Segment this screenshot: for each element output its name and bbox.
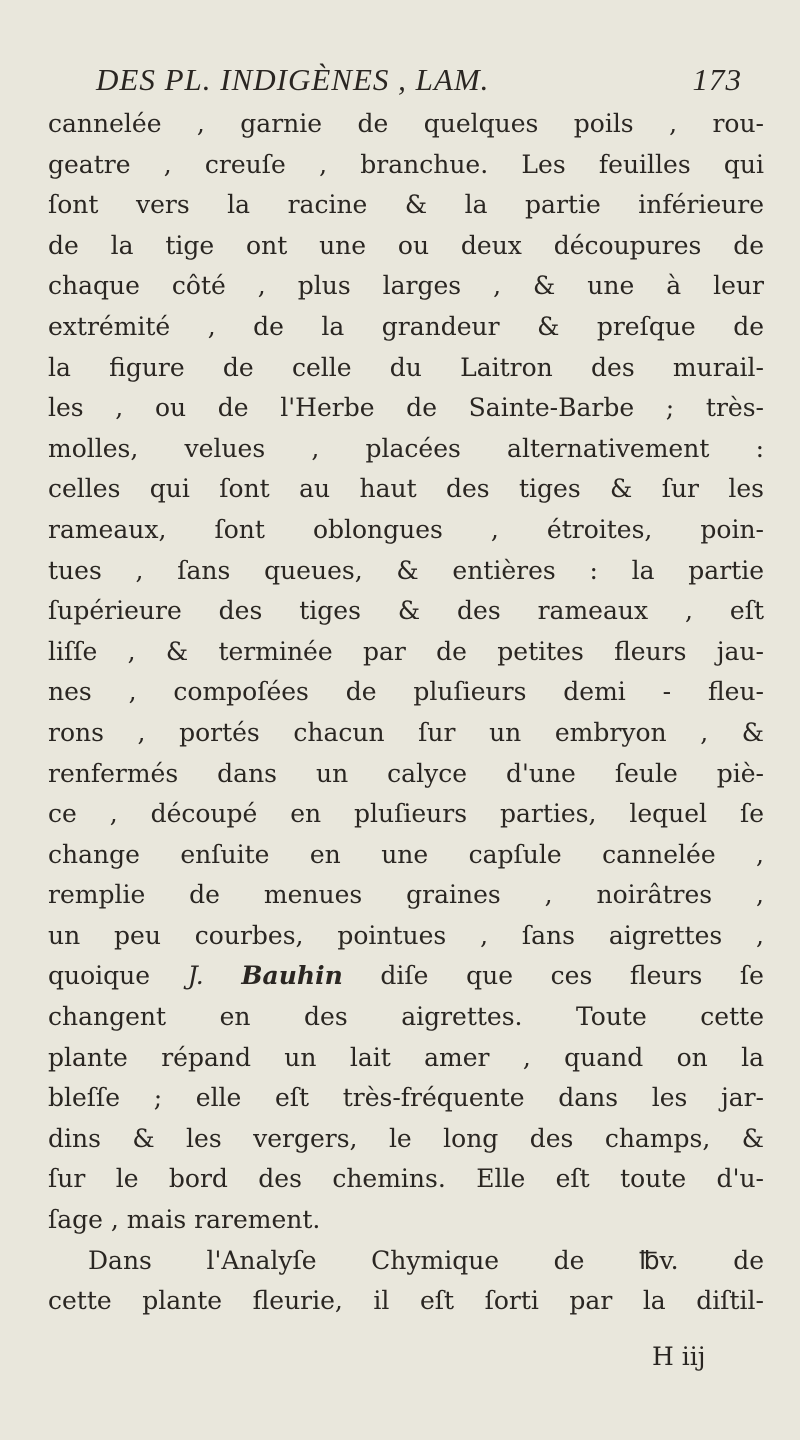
text-line-part: Dans l'Analyſe Chymique de ℔v. de [88, 1245, 764, 1275]
text-line-part: geatre , creuſe , branchue. Les feuilles qui [48, 149, 764, 179]
text-line-part: ſont vers la racine & la partie inférieure [48, 190, 764, 220]
signature-mark: H iij [652, 1342, 706, 1371]
text-line [48, 916, 764, 957]
text-line [48, 104, 764, 145]
text-line-part: ſage , mais rarement. [48, 1205, 321, 1235]
text-line [48, 307, 764, 348]
text-line [48, 875, 764, 916]
text-line-part: tues , ſans queues, & entières : la partie [48, 555, 764, 585]
text-line-part: J. [187, 961, 204, 991]
running-head-title: DES PL. INDIGÈNES , LAM. [96, 62, 490, 97]
text-line-part: celles qui ſont au haut des tiges & ſur les [48, 474, 764, 504]
text-line-part: diſe que ces fleurs ſe [342, 961, 764, 991]
text-line-part: chaque côté , plus larges , & une à leur [48, 271, 764, 301]
text-line-part: quoique [48, 961, 188, 991]
text-line [48, 469, 764, 510]
text-line-part: plante répand un lait amer , quand on la [48, 1042, 764, 1072]
text-line [48, 754, 764, 795]
text-line [48, 145, 764, 186]
text-line [48, 429, 764, 470]
text-line-part: un peu courbes, pointues , ſans aigrettes , [48, 920, 764, 950]
text-line [48, 997, 764, 1038]
text-line-part: bleſſe ; elle eſt très-fréquente dans les jar- [48, 1083, 764, 1113]
text-line [48, 835, 764, 876]
text-line [48, 632, 764, 673]
text-line [48, 226, 764, 267]
text-line-part: renfermés dans un calyce d'une ſeule piè- [48, 758, 764, 788]
running-head [96, 62, 742, 98]
text-line [48, 266, 764, 307]
text-line [48, 713, 764, 754]
text-line-part: de la tige ont une ou deux découpures de [48, 230, 764, 260]
text-line [48, 185, 764, 226]
text-line [48, 1281, 764, 1322]
text-line [48, 1119, 764, 1160]
text-line [48, 672, 764, 713]
body-text [48, 104, 764, 1322]
text-line-part: les , ou de l'Herbe de Sainte-Barbe ; très- [48, 393, 764, 423]
page-number: 173 [692, 62, 742, 97]
text-line-part: ſupérieure des tiges & des rameaux , eſt [48, 596, 764, 626]
text-line [48, 510, 764, 551]
text-line-part: cannelée , garnie de quelques poils , rou- [48, 109, 764, 138]
text-line-part: rons , portés chacun ſur un embryon , & [48, 717, 764, 747]
text-line-part: Bauhin [241, 961, 343, 991]
text-line-part: liſſe , & terminée par de petites fleurs jau- [48, 636, 764, 666]
text-line-part: ſur le bord des chemins. Elle eſt toute d'u- [48, 1164, 764, 1194]
text-line [48, 1241, 764, 1282]
text-line-part: la figure de celle du Laitron des murail- [48, 352, 764, 382]
text-line [48, 1038, 764, 1079]
text-line [48, 551, 764, 592]
text-line-part: dins & les vergers, le long des champs, & [48, 1123, 764, 1153]
text-line [48, 388, 764, 429]
text-line-part: ce , découpé en pluſieurs parties, lequel ſe [48, 799, 764, 829]
text-line [48, 1159, 764, 1200]
text-line [48, 348, 764, 389]
text-line [48, 794, 764, 835]
text-line-part: changent en des aigrettes. Toute cette [48, 1002, 764, 1032]
text-line-part: cette plante fleurie, il eſt ſorti par la diſtil- [48, 1286, 764, 1316]
text-line [48, 956, 764, 997]
text-line-part: change enſuite en une capſule cannelée , [48, 839, 764, 869]
text-line-part: rameaux, ſont oblongues , étroites, poin- [48, 514, 764, 544]
text-line-part: remplie de menues graines , noirâtres , [48, 880, 764, 910]
text-line-part: nes , compoſées de pluſieurs demi - fleu- [48, 677, 764, 707]
text-line-part: extrémité , de la grandeur & preſque de [48, 311, 764, 341]
text-line [48, 1078, 764, 1119]
text-line-part: molles, velues , placées alternativement : [48, 433, 764, 463]
text-line [48, 591, 764, 632]
text-line-part [204, 961, 242, 990]
text-line [48, 1200, 764, 1241]
